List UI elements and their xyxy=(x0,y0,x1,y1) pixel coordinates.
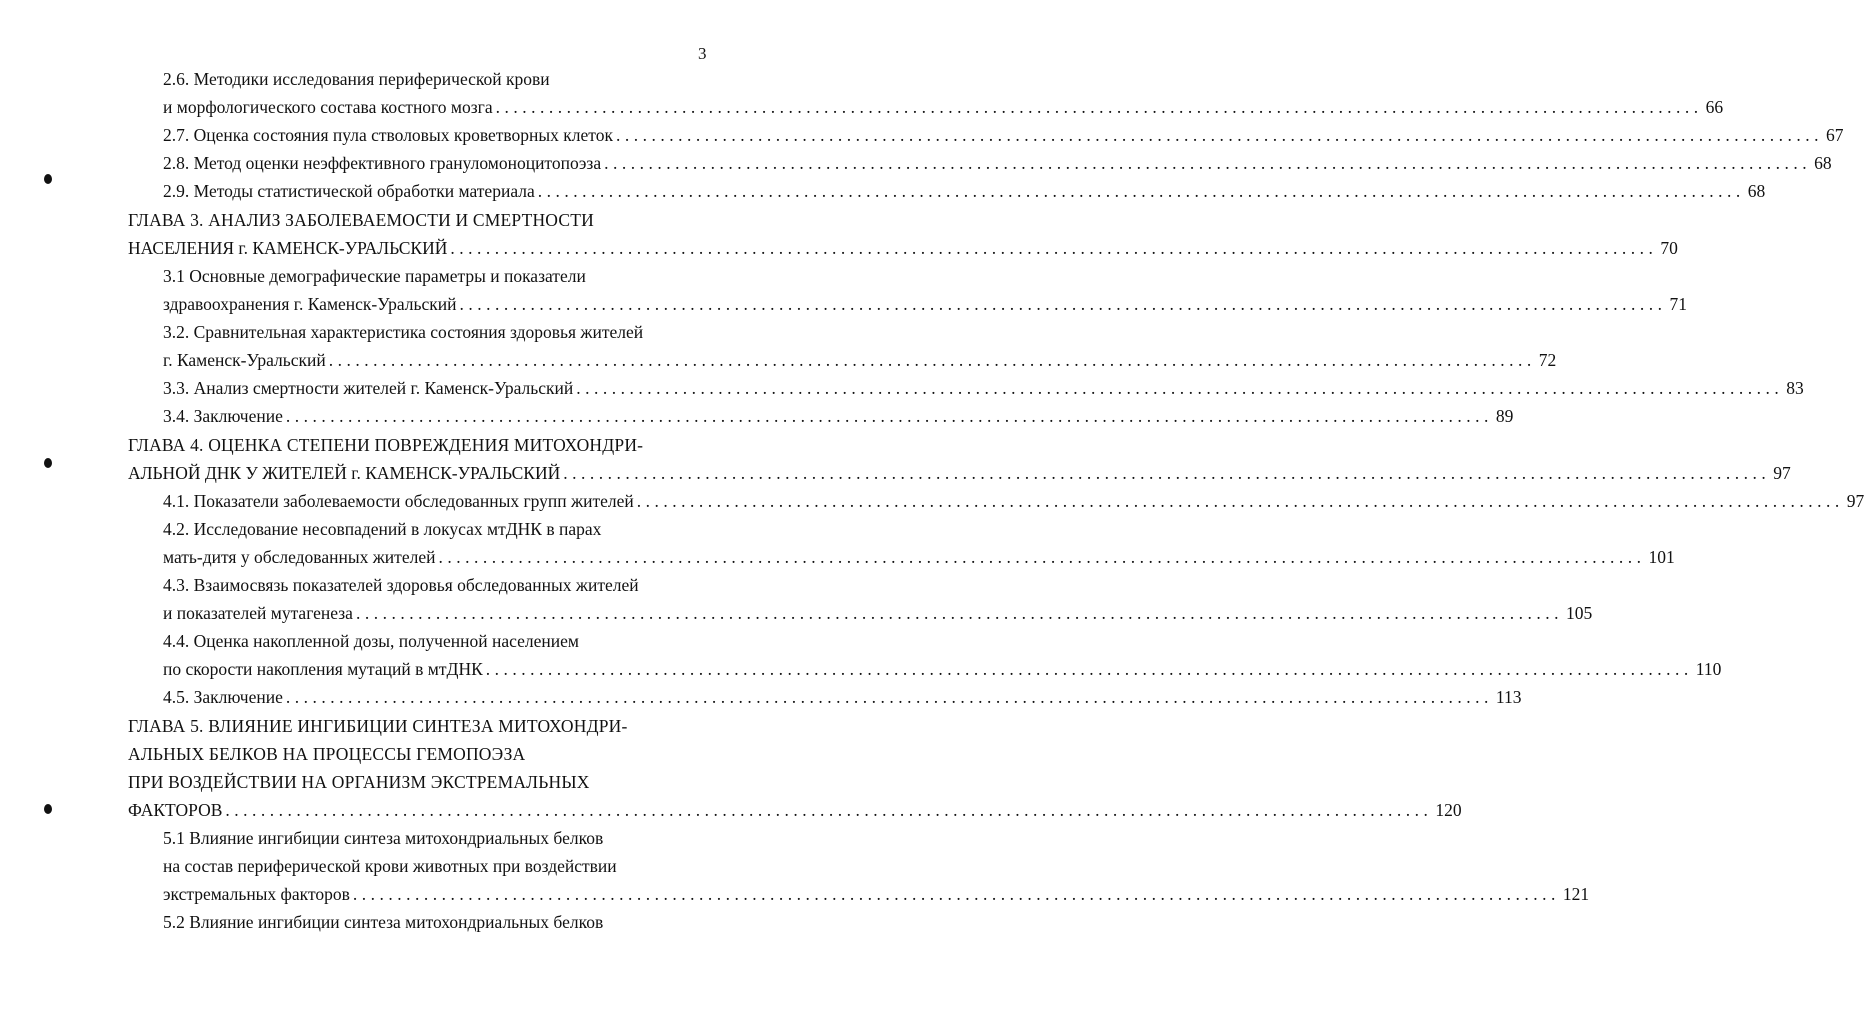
toc-entry-page: 89 xyxy=(1495,406,1514,426)
toc-entry-page: 110 xyxy=(1695,659,1722,679)
dot-leader: ........................................................................................................................................ xyxy=(438,547,1646,567)
chapter-heading: ГЛАВА 3. АНАЛИЗ ЗАБОЛЕВАЕМОСТИ И СМЕРТНОСТИ xyxy=(128,210,594,230)
toc-entry[interactable] xyxy=(163,883,1590,905)
page-number: 3 xyxy=(698,44,707,63)
toc-entry-page: 66 xyxy=(1705,97,1724,117)
dot-leader: ........................................................................................................................................ xyxy=(485,659,1693,679)
dot-leader: ........................................................................................................................................ xyxy=(495,97,1703,117)
toc-entry-title: ФАКТОРОВ xyxy=(128,800,223,820)
toc-entry[interactable] xyxy=(163,658,1722,680)
toc-entry[interactable] xyxy=(163,686,1522,708)
dot-leader: ........................................................................................................................................ xyxy=(285,406,1493,426)
dot-leader: ........................................................................................................................................ xyxy=(604,153,1812,173)
toc-entry-title: 2.9. Методы статистической обработки материала xyxy=(163,181,535,201)
toc-line: 4.3. Взаимосвязь показателей здоровья обследованных жителей xyxy=(163,575,639,595)
toc-line: 5.1 Влияние ингибиции синтеза митохондриальных белков xyxy=(163,828,604,848)
toc-entry-page: 121 xyxy=(1562,884,1590,904)
toc-entry[interactable] xyxy=(163,490,1864,512)
chapter-heading: ГЛАВА 4. ОЦЕНКА СТЕПЕНИ ПОВРЕЖДЕНИЯ МИТОХОНДРИ- xyxy=(128,435,644,455)
dot-leader: ........................................................................................................................................ xyxy=(285,687,1493,707)
toc-entry-title: 3.3. Анализ смертности жителей г. Каменск-Уральский xyxy=(163,378,574,398)
toc-line: 4.2. Исследование несовпадений в локусах мтДНК в парах xyxy=(163,519,602,539)
toc-entry-page: 105 xyxy=(1565,603,1593,623)
toc-entry-title: 2.8. Метод оценки неэффективного грануломоноцитопоэза xyxy=(163,153,602,173)
toc-entry-page: 71 xyxy=(1669,294,1687,314)
toc-entry-title: г. Каменск-Уральский xyxy=(163,350,326,370)
toc-entry[interactable] xyxy=(163,377,1804,399)
toc-entry-page: 120 xyxy=(1435,800,1462,820)
toc-entry-title: 2.7. Оценка состояния пула стволовых кроветворных клеток xyxy=(163,125,613,145)
toc-entry[interactable] xyxy=(128,462,1791,484)
toc-entry-page: 67 xyxy=(1825,125,1844,145)
dot-leader: ........................................................................................................................................ xyxy=(225,800,1433,820)
toc-line: 4.4. Оценка накопленной дозы, полученной населением xyxy=(163,631,579,651)
chapter-heading: ГЛАВА 5. ВЛИЯНИЕ ИНГИБИЦИИ СИНТЕЗА МИТОХОНДРИ- xyxy=(128,716,628,736)
toc-entry[interactable] xyxy=(163,405,1514,427)
dot-leader: ........................................................................................................................................ xyxy=(352,884,1560,904)
dot-leader: ........................................................................................................................................ xyxy=(459,294,1667,314)
toc-entry-page: 68 xyxy=(1747,181,1766,201)
dot-leader: ........................................................................................................................................ xyxy=(450,238,1658,258)
dot-leader: ........................................................................................................................................ xyxy=(576,378,1784,398)
toc-entry-title: АЛЬНОЙ ДНК У ЖИТЕЛЕЙ г. КАМЕНСК-УРАЛЬСКИЙ xyxy=(128,463,561,483)
toc-entry-page: 113 xyxy=(1495,687,1522,707)
toc-entry-title: НАСЕЛЕНИЯ г. КАМЕНСК-УРАЛЬСКИЙ xyxy=(128,238,448,258)
margin-mark xyxy=(44,804,52,814)
toc-entry-title: 4.5. Заключение xyxy=(163,687,283,707)
margin-mark xyxy=(44,458,52,468)
toc-line: на состав периферической крови животных при воздействии xyxy=(163,856,617,876)
toc-entry-page: 83 xyxy=(1786,378,1804,398)
toc-line: 2.6. Методики исследования периферической крови xyxy=(163,69,550,89)
dot-leader: ........................................................................................................................................ xyxy=(615,125,1823,145)
dot-leader: ........................................................................................................................................ xyxy=(328,350,1536,370)
toc-entry[interactable] xyxy=(163,546,1675,568)
toc-entry-title: здравоохранения г. Каменск-Уральский xyxy=(163,294,457,314)
toc-line: 3.2. Сравнительная характеристика состояния здоровья жителей xyxy=(163,322,644,342)
toc-entry[interactable] xyxy=(163,602,1593,624)
chapter-heading: ПРИ ВОЗДЕЙСТВИИ НА ОРГАНИЗМ ЭКСТРЕМАЛЬНЫХ xyxy=(128,772,590,792)
toc-entry-title: и морфологического состава костного мозга xyxy=(163,97,493,117)
toc-entry-title: мать-дитя у обследованных жителей xyxy=(163,547,436,567)
toc-entry-title: и показателей мутагенеза xyxy=(163,603,353,623)
toc-entry-page: 97 xyxy=(1846,491,1864,511)
toc-entry-page: 70 xyxy=(1660,238,1678,258)
toc-line: 5.2 Влияние ингибиции синтеза митохондриальных белков xyxy=(163,912,604,932)
toc-entry[interactable] xyxy=(163,124,1844,146)
toc-entry-page: 68 xyxy=(1814,153,1832,173)
toc-entry[interactable] xyxy=(163,152,1832,174)
toc-entry[interactable] xyxy=(128,237,1678,259)
toc-entry[interactable] xyxy=(128,799,1462,821)
toc-entry-page: 101 xyxy=(1648,547,1675,567)
margin-mark xyxy=(44,174,52,184)
toc-line: 3.1 Основные демографические параметры и показатели xyxy=(163,266,586,286)
toc-entry[interactable] xyxy=(163,180,1766,202)
dot-leader: ........................................................................................................................................ xyxy=(636,491,1844,511)
dot-leader: ........................................................................................................................................ xyxy=(537,181,1745,201)
dot-leader: ........................................................................................................................................ xyxy=(563,463,1771,483)
toc-entry[interactable] xyxy=(163,293,1687,315)
toc-entry-page: 97 xyxy=(1773,463,1791,483)
chapter-heading: АЛЬНЫХ БЕЛКОВ НА ПРОЦЕССЫ ГЕМОПОЭЗА xyxy=(128,744,526,764)
toc-entry-page: 72 xyxy=(1538,350,1557,370)
toc-entry[interactable] xyxy=(163,349,1557,371)
toc-entry-title: экстремальных факторов xyxy=(163,884,350,904)
dot-leader: ........................................................................................................................................ xyxy=(355,603,1563,623)
toc-entry-title: 3.4. Заключение xyxy=(163,406,283,426)
toc-entry-title: по скорости накопления мутаций в мтДНК xyxy=(163,659,483,679)
toc-entry-title: 4.1. Показатели заболеваемости обследованных групп жителей xyxy=(163,491,634,511)
toc-entry[interactable] xyxy=(163,96,1724,118)
